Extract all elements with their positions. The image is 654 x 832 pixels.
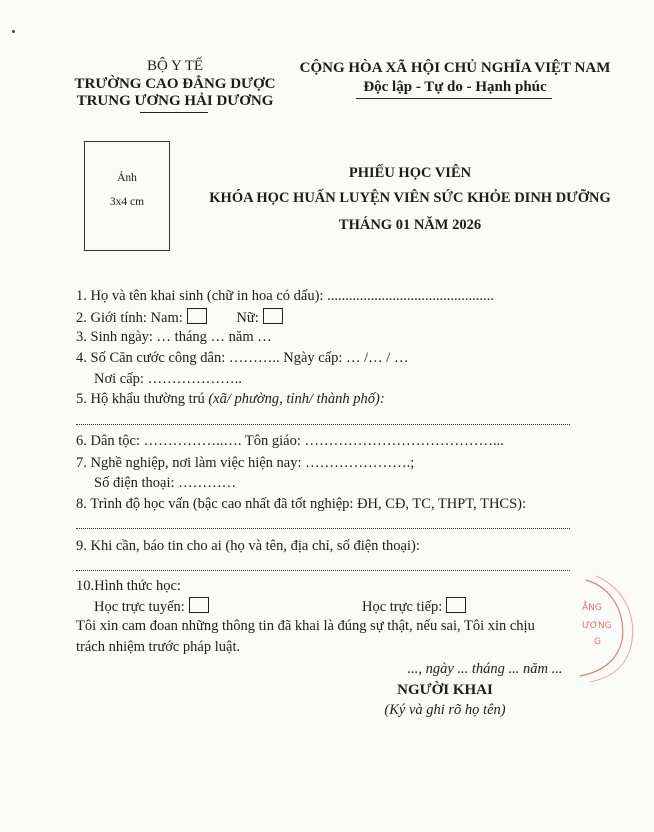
signature-note: (Ký và ghi rõ họ tên) [384,702,506,718]
study-online [94,597,209,616]
header-right-underline [356,98,552,99]
scan-speck [12,30,15,33]
field-occupation[interactable]: 7. Nghề nghiệp, nơi làm việc hiện nay: ………………….; [76,455,415,471]
study-online-label: Học trực tuyến: [94,599,185,615]
checkbox-online[interactable] [189,597,209,613]
field-gender-label: 2. Giới tính: Nam: [76,310,183,326]
field-gender [76,308,283,327]
field-study-mode: 10.Hình thức học: [76,578,181,594]
education-line[interactable] [76,528,570,529]
residence-line[interactable] [76,424,570,425]
stamp-text-3: G [594,637,601,647]
signature-title: NGƯỜI KHAI [397,682,493,698]
field-education: 8. Trình độ học vấn (bậc cao nhất đã tốt nghiệp: ĐH, CĐ, TC, THPT, THCS): [76,496,527,512]
stamp-text-2: ƯƠNG [582,621,612,631]
field-issue-place[interactable]: Nơi cấp: ……………….. [94,371,242,387]
photo-size: 3x4 cm [109,196,145,208]
checkbox-female[interactable] [263,308,283,324]
field-phone[interactable]: Số điện thoại: ………… [94,475,237,491]
stamp-text-1: ẲNG [582,603,602,613]
checkbox-male[interactable] [187,308,207,324]
red-stamp-mark [566,572,646,682]
signature-date: ..., ngày ... tháng ... năm ... [407,661,563,677]
photo-label: Ảnh [117,172,137,184]
checkbox-offline[interactable] [446,597,466,613]
study-offline-label: Học trực tiếp: [362,599,443,615]
photo-placeholder [84,141,170,251]
study-offline [362,597,466,616]
field-id-card[interactable]: 4. Số Căn cước công dân: ……….. Ngày cấp: … /… / … [76,350,409,366]
header-left-underline [140,112,208,113]
field-residence-hint: (xã/ phường, tỉnh/ thành phố): [208,391,385,407]
field-female-label: Nữ: [236,310,259,326]
ministry-name: BỘ Y TẾ [146,58,204,74]
country-name: CỘNG HÒA XÃ HỘI CHỦ NGHĨA VIỆT NAM [299,60,611,76]
field-residence-label: 5. Hộ khẩu thường trú [76,391,205,407]
country-motto: Độc lập - Tự do - Hạnh phúc [363,79,547,95]
school-name-line2: TRUNG ƯƠNG HẢI DƯƠNG [76,93,274,109]
field-emergency-contact: 9. Khi cần, báo tin cho ai (họ và tên, địa chỉ, số điện thoại): [76,538,420,554]
field-residence [76,391,385,408]
commitment-line1: Tôi xin cam đoan những thông tin đã khai là đúng sự thật, nếu sai, Tôi xin chịu [76,618,535,634]
field-ethnicity-religion[interactable]: 6. Dân tộc: ……………..…. Tôn giáo: …………………………………... [76,433,504,449]
course-title: KHÓA HỌC HUẤN LUYỆN VIÊN SỨC KHỎE DINH DƯỠNG [209,190,611,206]
school-name-line1: TRƯỜNG CAO ĐẲNG DƯỢC [74,76,276,92]
emergency-contact-line[interactable] [76,570,570,571]
field-birth-date[interactable]: 3. Sinh ngày: … tháng … năm … [76,329,272,345]
commitment-line2: trách nhiệm trước pháp luật. [76,639,241,655]
field-full-name[interactable]: 1. Họ và tên khai sinh (chữ in hoa có dấu): .............................................. [76,288,494,304]
form-title: PHIẾU HỌC VIÊN [348,165,472,181]
course-date: THÁNG 01 NĂM 2026 [338,217,482,233]
